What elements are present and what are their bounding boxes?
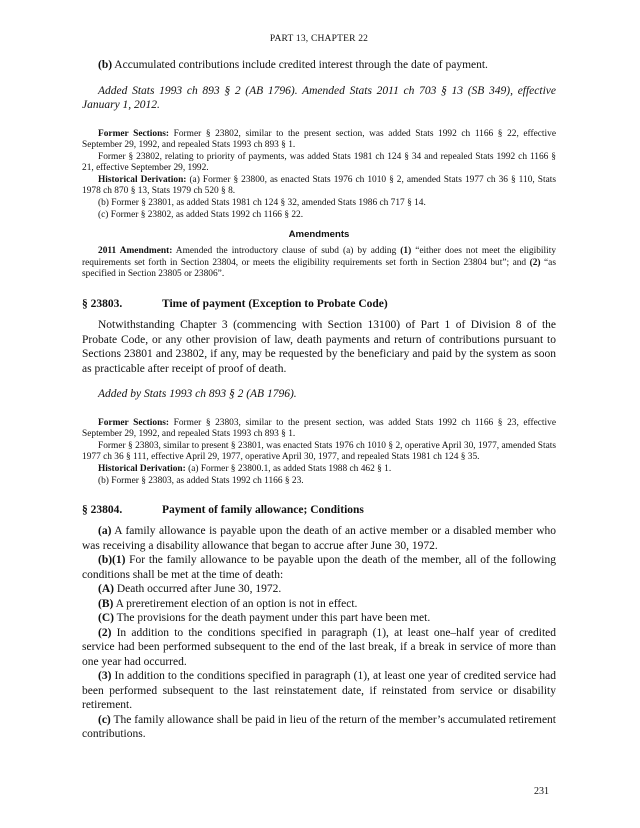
subdivision-text: Accumulated contributions include credited interest through the date of payment.	[112, 59, 488, 71]
subparagraph-B	[82, 597, 556, 612]
page-number: 231	[534, 786, 549, 797]
note-text: Amended the introductory clause of subd (a) by adding	[172, 246, 401, 257]
note-text: “either does not meet the eligibility requirements set forth in Section 23804, or meets the eligibility requirements set forth in Section 23804 but”; and	[82, 246, 557, 268]
subdivision-b	[82, 58, 556, 73]
note-label: Historical Derivation:	[98, 463, 186, 474]
note-text: (a) Former § 23800, as enacted Stats 1976 ch 1010 § 2, amended Stats 1977 ch 36 § 110, Stats 1978 ch 870 § 13, Stats 1979 ch 520 § 8.	[82, 174, 556, 197]
note-label: 2011 Amendment:	[98, 246, 173, 257]
section-title: Time of payment (Exception to Probate Code)	[162, 298, 388, 311]
historical-derivation-c: (c) Former § 23802, as added Stats 1992 ch 1166 § 22.	[98, 209, 304, 220]
note-text: Former § 23803, similar to the present section, was added Stats 1992 ch 1166 § 23, effective September 29, 1992, and repealed Stats 1993 ch 893 § 1.	[82, 417, 556, 440]
amendment-item-1-label: (1)	[400, 246, 412, 257]
historical-derivation-b: (b) Former § 23803, as added Stats 1992 ch 1166 § 23.	[98, 475, 304, 486]
paragraph-2	[82, 626, 556, 670]
paragraph-b1	[82, 553, 556, 582]
paragraph-3	[82, 669, 556, 713]
former-sections-note-2: Former § 23802, relating to priority of payments, was added Stats 1981 ch 124 § 34 and repealed Stats 1992 ch 1166 § 21, effective September 29, 1992.	[82, 151, 556, 174]
note-label: Historical Derivation:	[98, 174, 187, 185]
former-sections-note	[82, 129, 556, 152]
subdivision-label: (b)	[98, 59, 113, 71]
subdivision-text: For the family allowance to be payable upon the death of the member, all of the following conditions shall be met at the time of death:	[82, 554, 556, 581]
subdivision-text: A family allowance is payable upon the death of an active member or a disabled member who was receiving a disability allowance that began to accrue after June 30, 1972.	[82, 525, 556, 552]
historical-derivation-note	[82, 175, 556, 198]
amendments-heading: Amendments	[288, 229, 350, 241]
subdivision-label: (c)	[98, 713, 111, 726]
subparagraph-A	[82, 582, 556, 597]
subdivision-label: (3)	[98, 670, 112, 683]
subdivision-a	[82, 524, 556, 553]
note-text: (a) Former § 23800.1, as added Stats 1988 ch 462 § 1.	[185, 463, 392, 474]
subdivision-label: (a)	[98, 525, 112, 538]
note-label: Former Sections:	[98, 417, 170, 428]
note-text: Former § 23802, similar to the present section, was added Stats 1992 ch 1166 § 22, effective September 29, 1992, and repealed Stats 1993 ch 893 § 1.	[82, 128, 556, 151]
subparagraph-C	[82, 611, 556, 626]
subdivision-label: (b)(1)	[98, 554, 126, 567]
source-note: Added by Stats 1993 ch 893 § 2 (AB 1796).	[98, 388, 297, 401]
subdivision-text: In addition to the conditions specified in paragraph (1), at least one–half year of credited service had been performed subsequent to the end of the last break, if a break in service of more than one year had occurred.	[82, 626, 556, 668]
running-header: PART 13, CHAPTER 22	[269, 34, 369, 44]
subdivision-label: (A)	[98, 583, 114, 596]
subdivision-text: A preretirement election of an option is not in effect.	[113, 597, 358, 610]
historical-derivation-note	[82, 464, 556, 476]
former-sections-note	[82, 418, 556, 441]
section-number: § 23804.	[82, 504, 123, 517]
historical-derivation-b: (b) Former § 23801, as added Stats 1981 ch 124 § 32, amended Stats 1986 ch 717 § 14.	[98, 198, 426, 209]
former-sections-note-2: Former § 23803, similar to present § 23801, was enacted Stats 1976 ch 1010 § 2, operative April 30, 1977, amended Stats 1977 ch 36 § 111, effective April 29, 1977, operative April 30, 1977, and repealed Stats 1981 ch 124 § 35.	[82, 440, 556, 463]
subdivision-text: Death occurred after June 30, 1972.	[113, 583, 282, 596]
subdivision-c	[82, 713, 556, 742]
section-23803-heading	[82, 297, 556, 311]
amendment-item-2-label: (2)	[529, 257, 541, 268]
note-label: Former Sections:	[98, 128, 170, 139]
amendment-2011-note	[82, 246, 556, 281]
section-number: § 23803.	[82, 298, 123, 311]
source-note: Added Stats 1993 ch 893 § 2 (AB 1796). Amended Stats 2011 ch 703 § 13 (SB 349), effective January 1, 2012.	[82, 84, 556, 111]
section-23803-body: Notwithstanding Chapter 3 (commencing with Section 13100) of Part 1 of Division 8 of the Probate Code, or any other provision of law, death payments and return of contributions pursuant to Sections 23801 and 23802, if any, may be requested by the beneficiary and paid by the system as soon as practicable after receipt of proof of death.	[82, 319, 556, 375]
document-page	[82, 34, 556, 742]
section-title: Payment of family allowance; Conditions	[162, 504, 364, 517]
section-23804-heading	[82, 503, 556, 517]
subdivision-text: The family allowance shall be paid in lieu of the return of the member’s accumulated retirement contributions.	[82, 713, 556, 741]
subdivision-label: (2)	[98, 626, 112, 639]
subdivision-text: The provisions for the death payment under this part have been met.	[113, 612, 431, 625]
note-text: “as specified in Section 23805 or 23806”.	[82, 257, 556, 280]
subdivision-label: (C)	[98, 612, 114, 625]
subdivision-text: In addition to the conditions specified in paragraph (1), at least one year of credited service had been performed subsequent to the last reinstatement date, if reinstated from service or disability retirement.	[82, 670, 556, 712]
subdivision-label: (B)	[98, 597, 114, 610]
